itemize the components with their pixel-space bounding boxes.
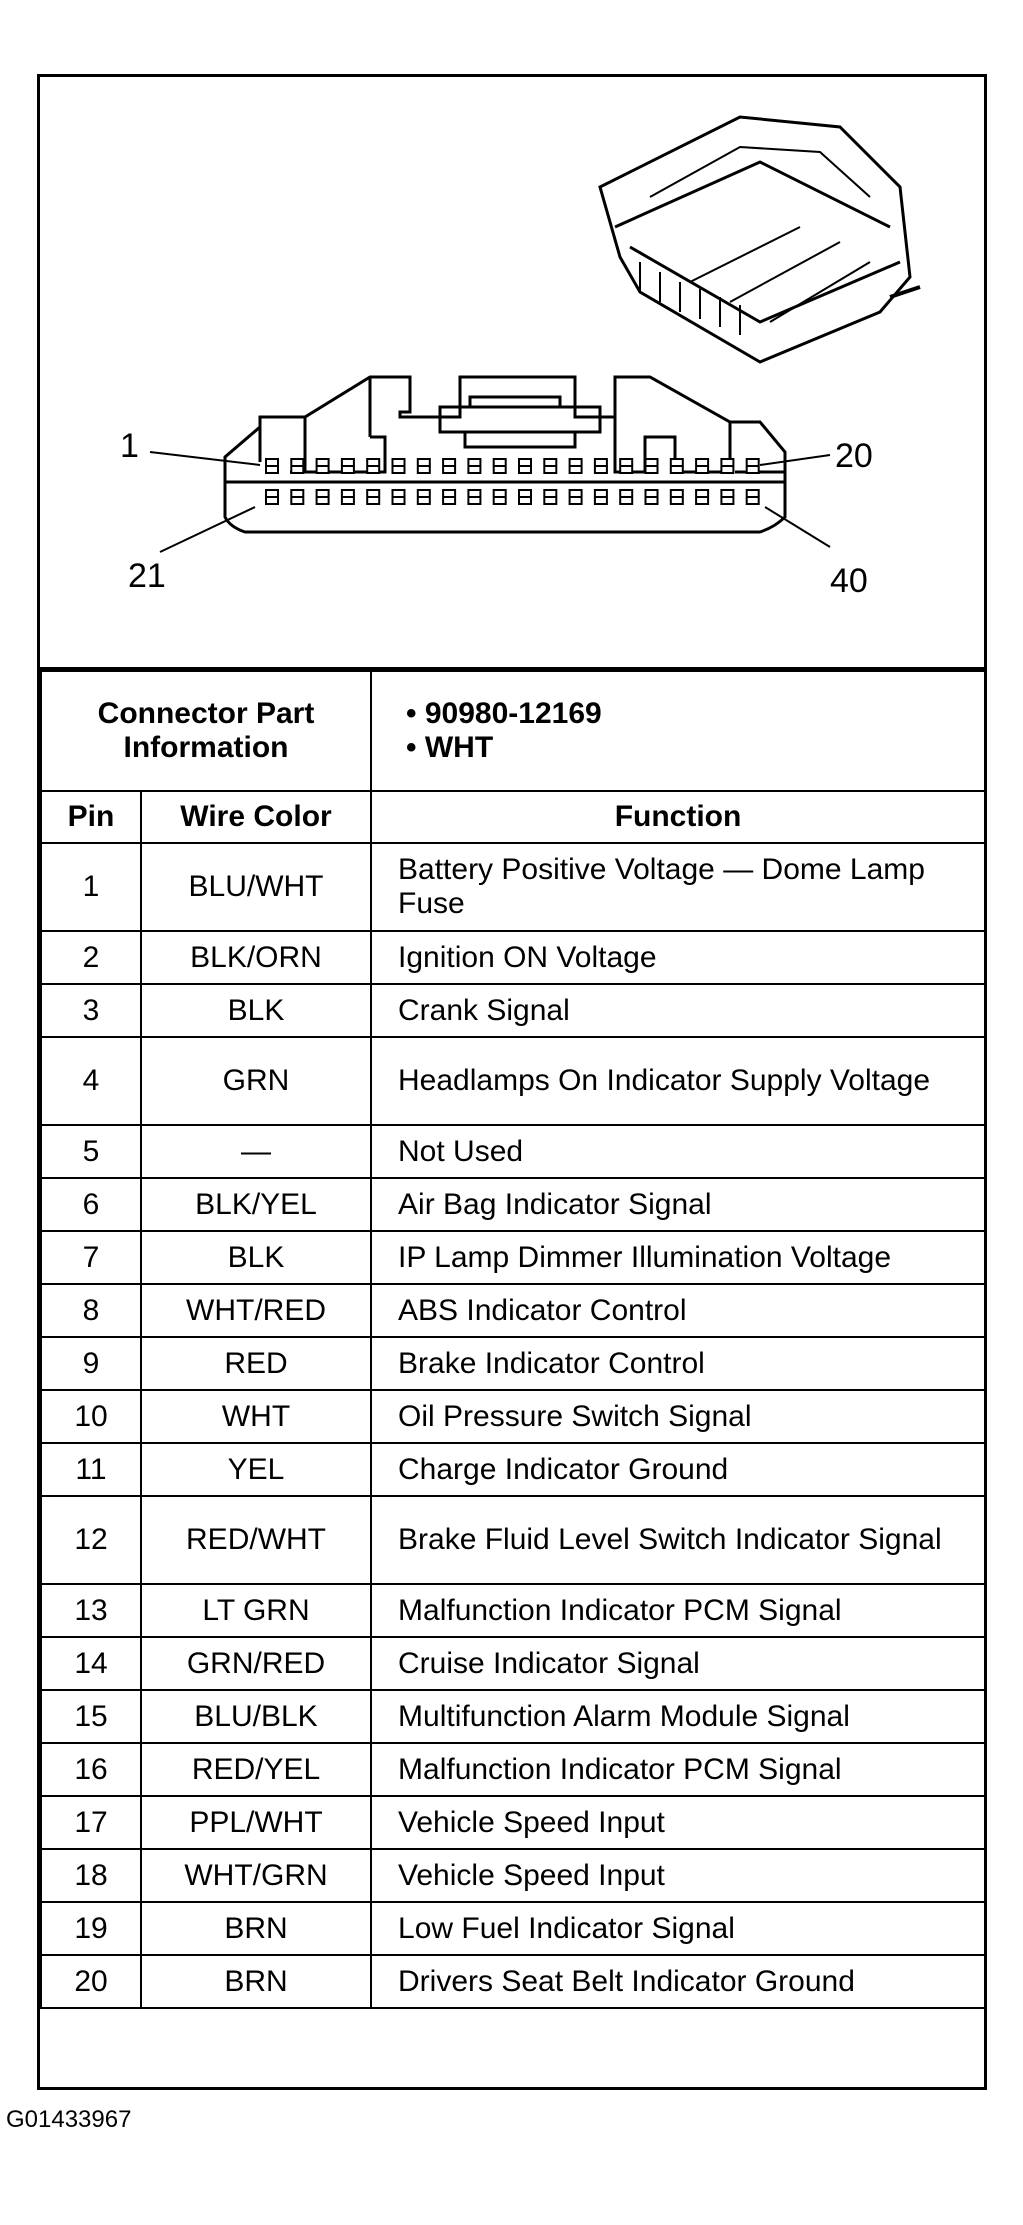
pin-cell: 10 xyxy=(41,1390,141,1443)
wire-color-cell: — xyxy=(141,1125,371,1178)
wire-color-cell: RED/YEL xyxy=(141,1743,371,1796)
function-cell: Ignition ON Voltage xyxy=(371,931,985,984)
pin-cell: 20 xyxy=(41,1955,141,2008)
part-number: • 90980-12169 xyxy=(406,697,602,730)
function-cell: Malfunction Indicator PCM Signal xyxy=(371,1584,985,1637)
figure-id: G01433967 xyxy=(6,2106,132,2133)
function-cell: Not Used xyxy=(371,1125,985,1178)
pin-cell: 3 xyxy=(41,984,141,1037)
wire-color-cell: BLK/ORN xyxy=(141,931,371,984)
table-row xyxy=(41,1902,985,1955)
connector-3d-sketch xyxy=(600,117,920,362)
connector-table-frame xyxy=(37,74,987,2090)
function-cell: Brake Fluid Level Switch Indicator Signal xyxy=(371,1496,985,1584)
table-row xyxy=(41,1390,985,1443)
table-row xyxy=(41,1443,985,1496)
header-pin: Pin xyxy=(41,791,141,843)
pin-label-20: 20 xyxy=(835,437,873,475)
table-row xyxy=(41,1849,985,1902)
pin-label-1: 1 xyxy=(120,427,139,465)
part-info-values xyxy=(371,671,985,791)
pin-cell: 18 xyxy=(41,1849,141,1902)
pin-cell: 13 xyxy=(41,1584,141,1637)
function-cell: Cruise Indicator Signal xyxy=(371,1637,985,1690)
pin-cell: 5 xyxy=(41,1125,141,1178)
pin-cell: 11 xyxy=(41,1443,141,1496)
pin-cell: 6 xyxy=(41,1178,141,1231)
wire-color-cell: BLK xyxy=(141,984,371,1037)
wire-color-cell: LT GRN xyxy=(141,1584,371,1637)
pin-cell: 4 xyxy=(41,1037,141,1125)
wire-color-cell: WHT xyxy=(141,1390,371,1443)
connector-color-value: WHT xyxy=(424,731,494,764)
table-row xyxy=(41,1178,985,1231)
table-row xyxy=(41,1637,985,1690)
table-row xyxy=(41,1231,985,1284)
wire-color-cell: WHT/RED xyxy=(141,1284,371,1337)
header-function: Function xyxy=(371,791,985,843)
wire-color-cell: BRN xyxy=(141,1955,371,2008)
wire-color-cell: BLK xyxy=(141,1231,371,1284)
header-wire-color: Wire Color xyxy=(141,791,371,843)
pin-cell: 14 xyxy=(41,1637,141,1690)
pin-cell: 16 xyxy=(41,1743,141,1796)
function-cell: Air Bag Indicator Signal xyxy=(371,1178,985,1231)
function-cell: Oil Pressure Switch Signal xyxy=(371,1390,985,1443)
function-cell: Headlamps On Indicator Supply Voltage xyxy=(371,1037,985,1125)
connector-front-outline xyxy=(225,377,785,532)
table-row xyxy=(41,931,985,984)
wire-color-cell: WHT/GRN xyxy=(141,1849,371,1902)
function-cell: Malfunction Indicator PCM Signal xyxy=(371,1743,985,1796)
pin-cell: 8 xyxy=(41,1284,141,1337)
table-header-row xyxy=(41,791,985,843)
function-cell: Low Fuel Indicator Signal xyxy=(371,1902,985,1955)
wire-color-cell: RED xyxy=(141,1337,371,1390)
pin-cell: 17 xyxy=(41,1796,141,1849)
wire-color-cell: GRN/RED xyxy=(141,1637,371,1690)
pin-cell: 19 xyxy=(41,1902,141,1955)
pin-cell: 7 xyxy=(41,1231,141,1284)
wire-color-cell: YEL xyxy=(141,1443,371,1496)
function-cell: Brake Indicator Control xyxy=(371,1337,985,1390)
pin-cell: 2 xyxy=(41,931,141,984)
function-cell: Crank Signal xyxy=(371,984,985,1037)
part-info-label: Connector Part Information xyxy=(41,671,371,791)
table-row xyxy=(41,1690,985,1743)
table-row xyxy=(41,843,985,931)
pinout-table xyxy=(40,670,986,2009)
pin-label-40: 40 xyxy=(830,562,868,600)
table-row xyxy=(41,1284,985,1337)
function-cell: ABS Indicator Control xyxy=(371,1284,985,1337)
connector-diagram xyxy=(40,77,984,670)
table-row xyxy=(41,1125,985,1178)
table-row xyxy=(41,1743,985,1796)
table-row xyxy=(41,1796,985,1849)
wire-color-cell: RED/WHT xyxy=(141,1496,371,1584)
pin-label-21: 21 xyxy=(128,557,166,595)
table-row xyxy=(41,1496,985,1584)
wire-color-cell: GRN xyxy=(141,1037,371,1125)
wire-color-cell: BLU/BLK xyxy=(141,1690,371,1743)
pin-cell: 15 xyxy=(41,1690,141,1743)
table-row xyxy=(41,1337,985,1390)
function-cell: Battery Positive Voltage — Dome Lamp Fuse xyxy=(371,843,985,931)
table-row xyxy=(41,1037,985,1125)
part-number-value: 90980-12169 xyxy=(424,697,602,730)
function-cell: Drivers Seat Belt Indicator Ground xyxy=(371,1955,985,2008)
wire-color-cell: BLU/WHT xyxy=(141,843,371,931)
wire-color-cell: BRN xyxy=(141,1902,371,1955)
function-cell: Charge Indicator Ground xyxy=(371,1443,985,1496)
table-row xyxy=(41,1955,985,2008)
function-cell: Vehicle Speed Input xyxy=(371,1849,985,1902)
pin-cell: 9 xyxy=(41,1337,141,1390)
wire-color-cell: BLK/YEL xyxy=(141,1178,371,1231)
part-info-row xyxy=(41,671,985,791)
table-row xyxy=(41,1584,985,1637)
pin-cell: 12 xyxy=(41,1496,141,1584)
wire-color-cell: PPL/WHT xyxy=(141,1796,371,1849)
pin-cell: 1 xyxy=(41,843,141,931)
function-cell: Multifunction Alarm Module Signal xyxy=(371,1690,985,1743)
table-row xyxy=(41,984,985,1037)
connector-color: • WHT xyxy=(406,731,494,764)
function-cell: IP Lamp Dimmer Illumination Voltage xyxy=(371,1231,985,1284)
function-cell: Vehicle Speed Input xyxy=(371,1796,985,1849)
